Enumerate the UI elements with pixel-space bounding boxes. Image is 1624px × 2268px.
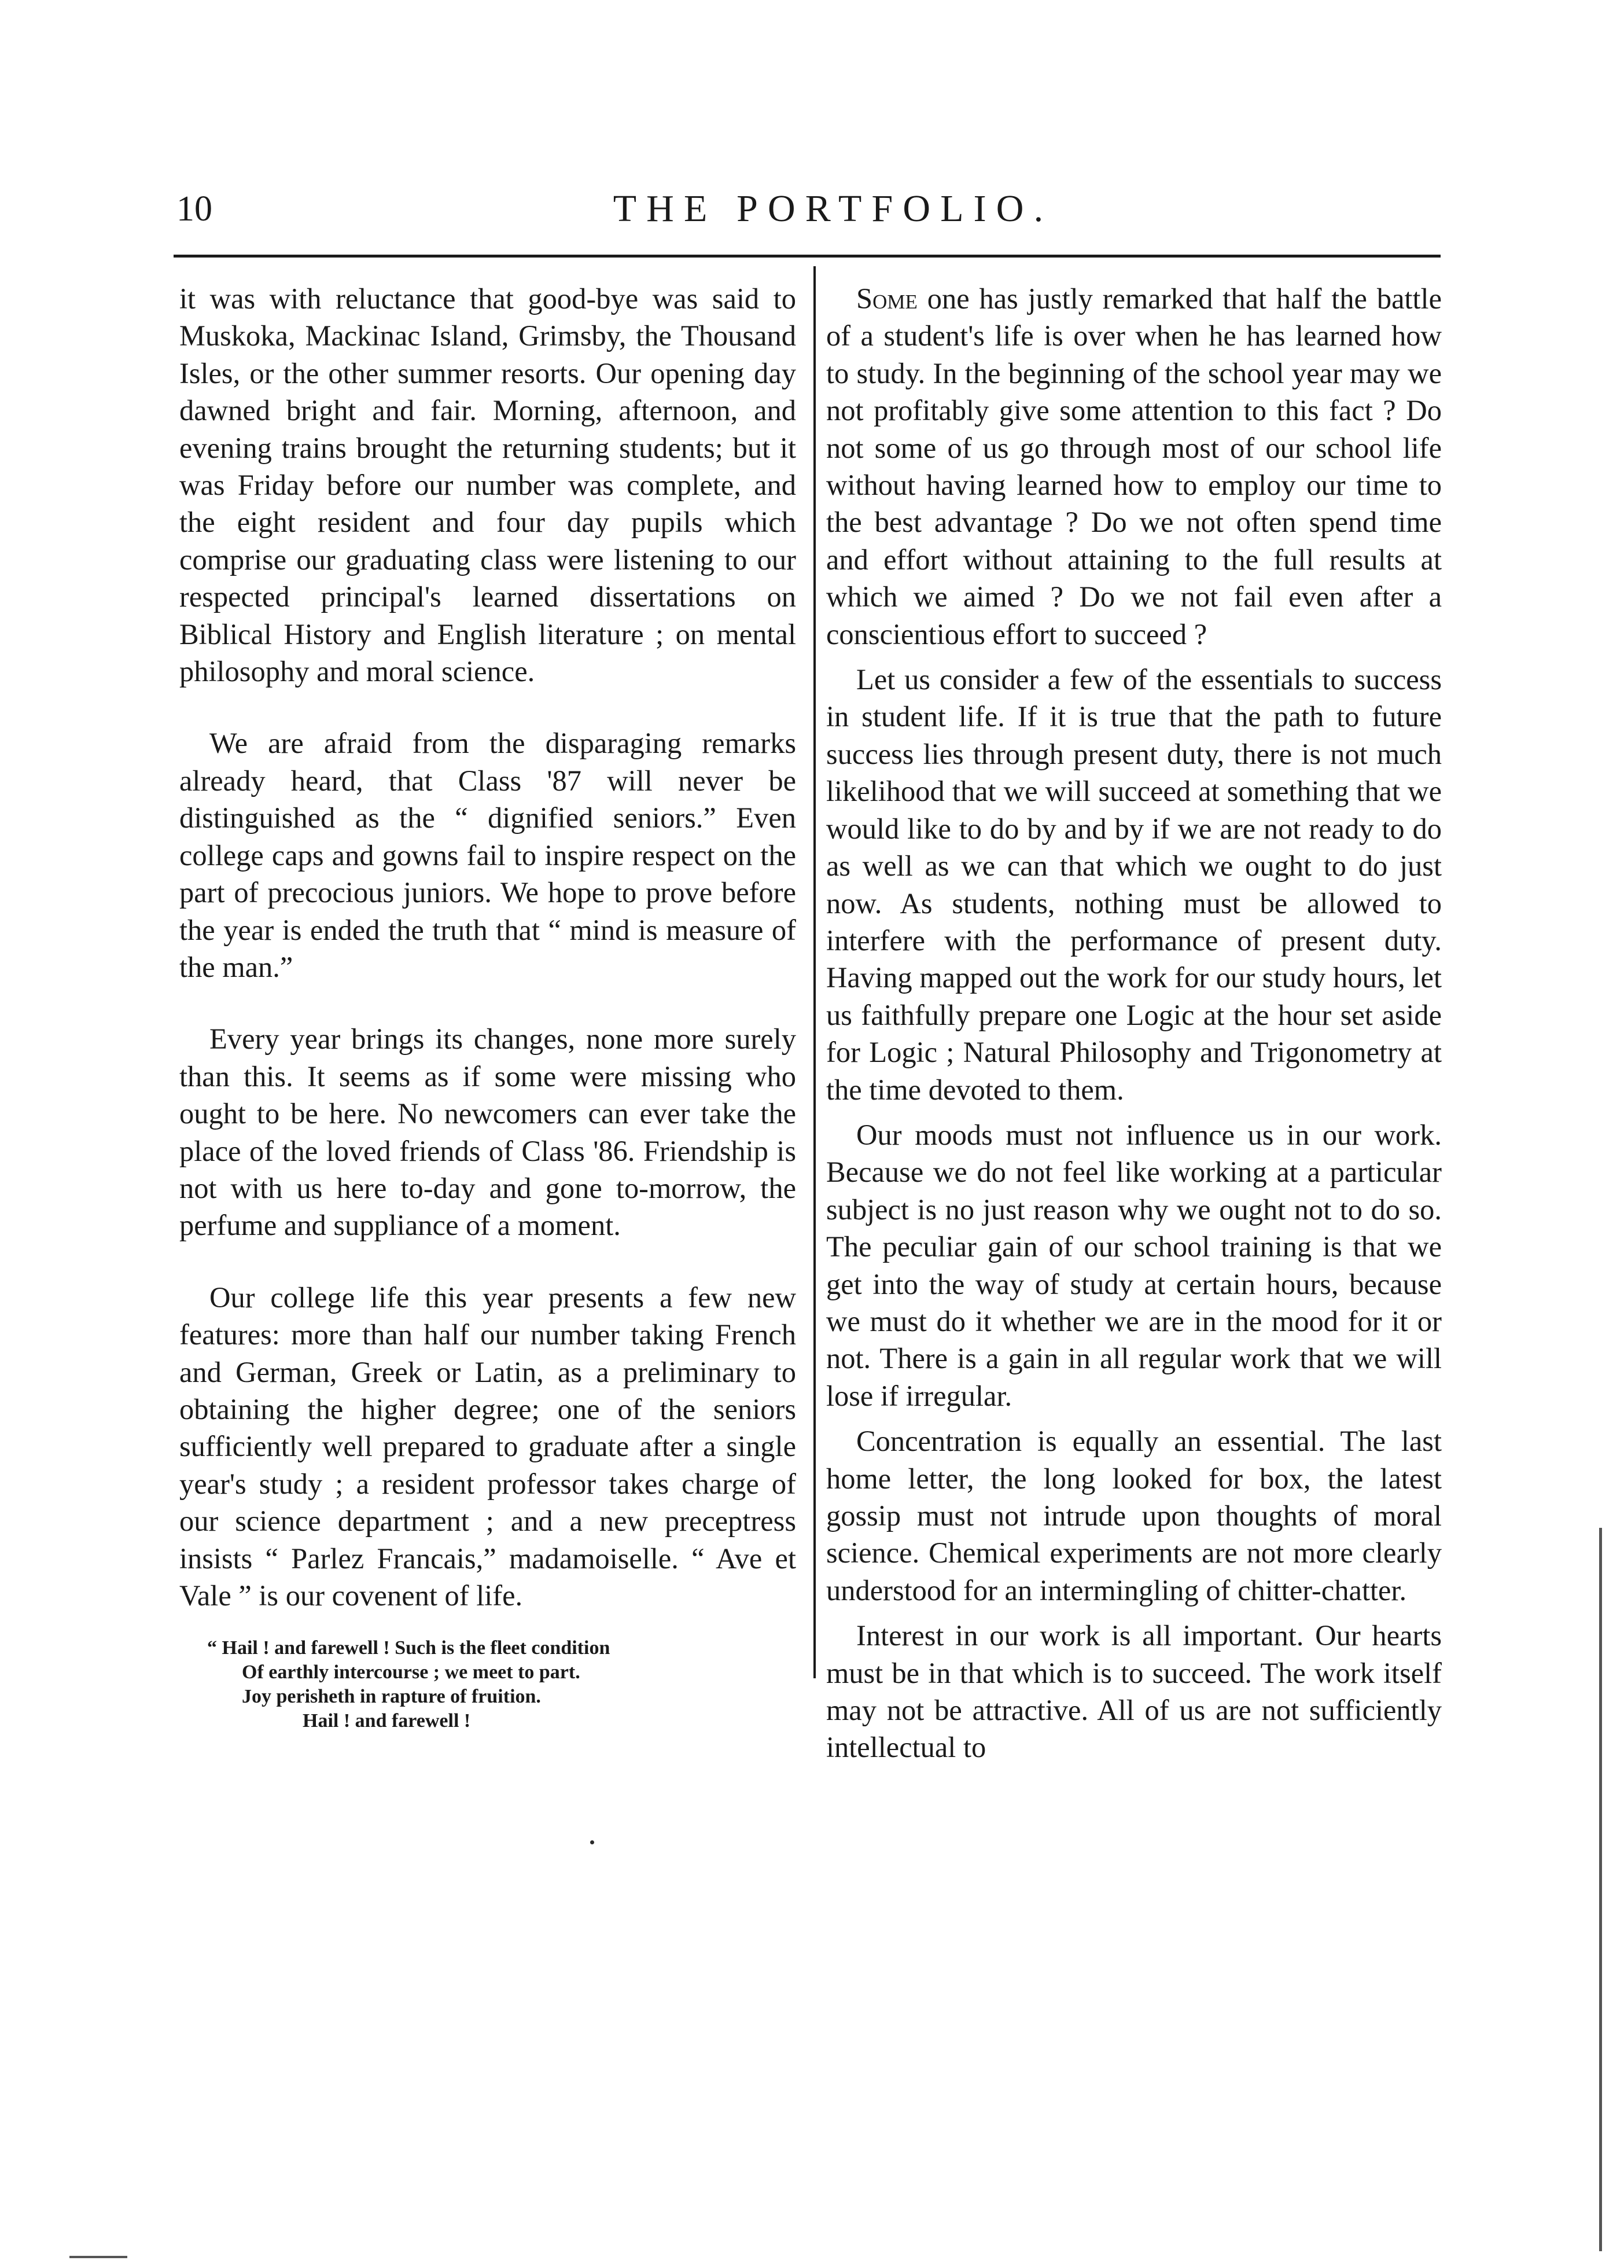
right-column	[826, 280, 1442, 1766]
verse-line: Joy perisheth in rapture of fruition.	[242, 1686, 541, 1708]
right-paragraph: Concentration is equally an essential. The last home letter, the long looked for box, the latest gossip must not intrude upon thoughts of moral science. Chemical experiments are not more clearly understood for an intermingling of chitter-chatter.	[826, 1425, 1442, 1607]
left-paragraph: We are afraid from the disparaging remarks already heard, that Class '87 will never be distinguished as the “ dignified seniors.” Even college caps and gowns fail to inspire respect on the part of precocious juniors. We hope to prove before the year is ended the truth that “ mind is measure of the man.”	[179, 727, 796, 983]
right-paragraph: Let us consider a few of the essentials to success in student life. If it is true that the path to future success lies through present duty, there is not much likelihood that we will succeed at something that we would like to do by and by if we are not ready to do as well as we can that which we ought to do just now. As students, nothing must be allowed to interfere with the performance of present duty. Having mapped out the work for our study hours, let us faithfully prepare one Logic at the hour set aside for Logic ; Natural Philosophy and Trigonometry at the time devoted to them.	[826, 663, 1442, 1106]
right-paragraph	[826, 280, 1442, 653]
left-paragraph: it was with reluctance that good-bye was said to Muskoka, Mackinac Island, Grimsby, the Thousand Isles, or the other summer resorts. Our opening day dawned bright and fair. Morning, afternoon, and evening trains brought the returning students; but it was Friday before our number was complete, and the eight resident and four day pupils which comprise our graduating class were listening to our respected principal's learned dissertations on Biblical History and English literature ; on mental philosophy and moral science.	[179, 282, 796, 688]
column-divider	[813, 266, 816, 1678]
header-rule	[174, 255, 1441, 258]
right-paragraph: Our moods must not influence us in our work. Because we do not feel like working at a particular subject is no just reason why we ought not to do so. The peculiar gain of our school training is that we get into the way of study at certain hours, because we must do it whether we are in the mood for it or not. There is a gain in all regular work that we will lose if irregular.	[826, 1118, 1442, 1412]
left-paragraph: Every year brings its changes, none more surely than this. It seems as if some were missing who ought to be here. No newcomers can ever take the place of the loved friends of Class '86. Friendship is not with us here to-day and gone to-morrow, the perfume and suppliance of a moment.	[179, 1023, 796, 1242]
scan-speck	[590, 1840, 594, 1844]
verse-quotation	[207, 1636, 796, 1733]
verse-line: Of earthly intercourse ; we meet to part.	[242, 1662, 580, 1683]
right-paragraph: Interest in our work is all important. Our hearts must be in that which is to succeed. The work itself may not be attractive. All of us are not sufficiently intellectual to	[826, 1619, 1442, 1764]
page-number: 10	[176, 189, 212, 229]
verse-line: “ Hail ! and farewell ! Such is the fleet condition	[207, 1637, 610, 1659]
small-caps-opening: Some	[856, 282, 918, 315]
scan-speck	[69, 2256, 127, 2258]
scan-edge-mark	[1599, 1528, 1602, 2251]
right-paragraph-text: one has justly remarked that half the battle of a student's life is over when he has learned how to study. In the beginning of the school year may we not profitably give some attention to this fact ? Do not some of us go through most of our school life without having learned how to employ our time to the best advantage ? Do we not often spend time and effort without attaining to the full results at which we aimed ? Do we not fail even after a conscientious effort to succeed ?	[826, 282, 1442, 650]
left-column	[179, 280, 796, 1733]
left-paragraph: Our college life this year presents a few new features: more than half our number taking French and German, Greek or Latin, as a preliminary to obtaining the higher degree; one of the seniors sufficiently well prepared to graduate after a single year's study ; a resident professor takes charge of our science department ; and a new preceptress insists “ Parlez Francais,” madamoiselle. “ Ave et Vale ” is our covenent of life.	[179, 1281, 796, 1612]
running-head-title: THE PORTFOLIO.	[613, 188, 1054, 230]
verse-line: Hail ! and farewell !	[303, 1710, 471, 1732]
